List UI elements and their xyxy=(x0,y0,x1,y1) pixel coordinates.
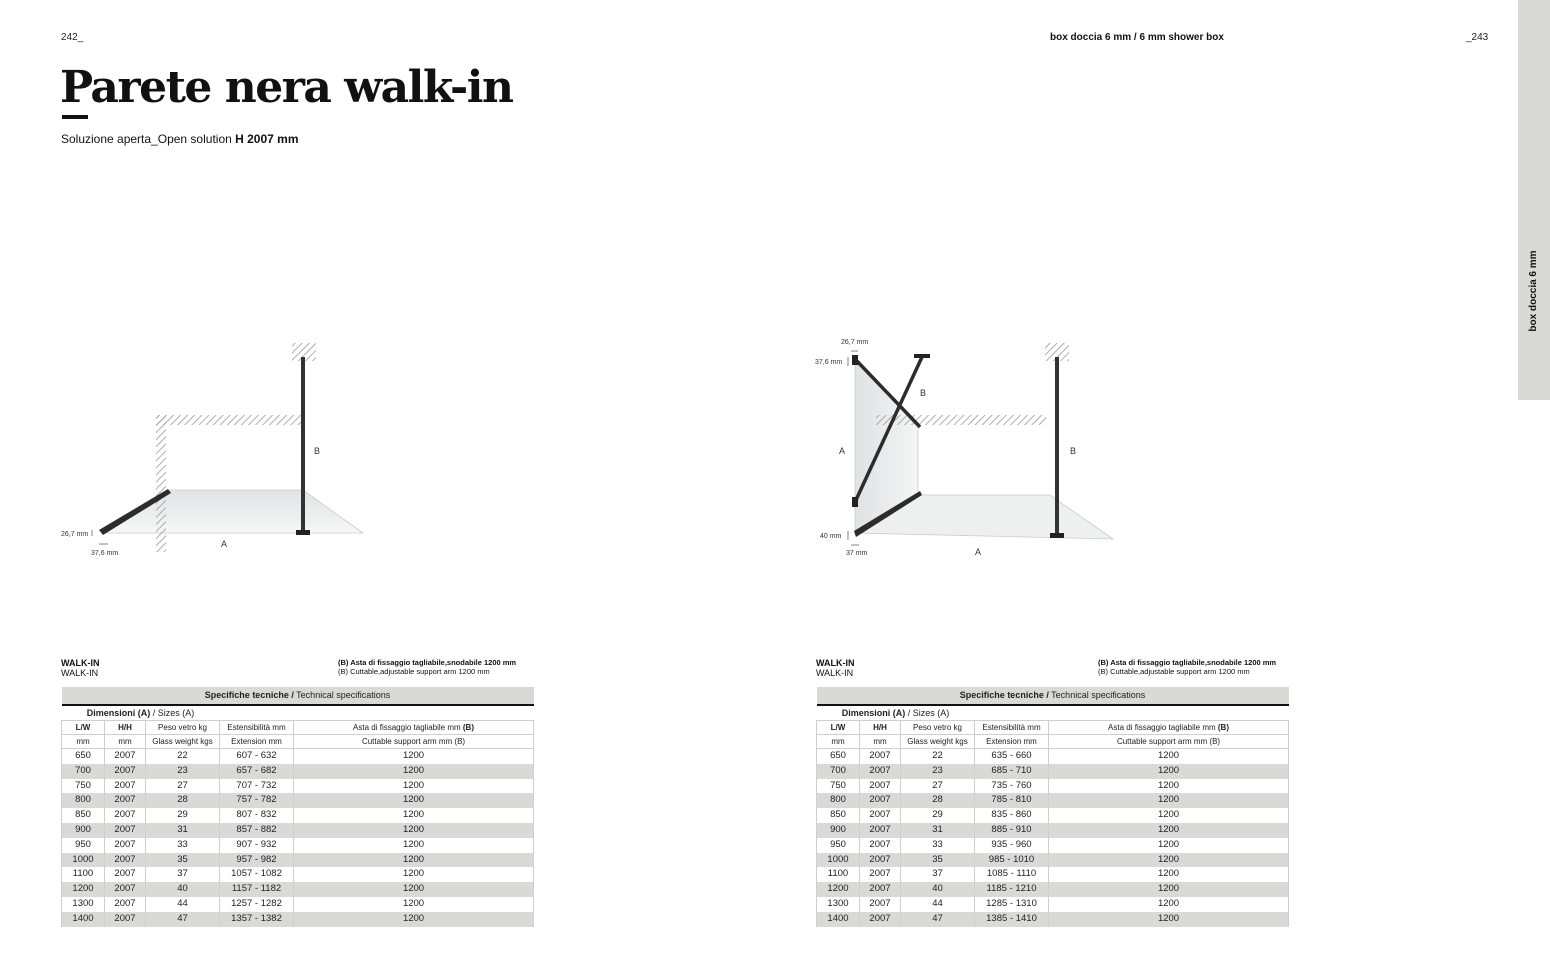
col-arm xyxy=(294,721,534,735)
table-row xyxy=(62,823,534,838)
unit-lw: mm xyxy=(817,735,860,749)
table-cell: 1200 xyxy=(1049,823,1289,838)
table-cell: 850 xyxy=(817,808,860,823)
spec-title-bold: Specifiche tecniche / xyxy=(204,690,294,700)
table-cell: 907 - 932 xyxy=(220,838,294,853)
table-cell: 2007 xyxy=(105,808,146,823)
dim-top-width: 26,7 mm xyxy=(841,339,869,346)
table-cell: 1157 - 1182 xyxy=(220,882,294,897)
table-cell: 35 xyxy=(901,853,975,868)
table-cell: 700 xyxy=(817,764,860,779)
col-arm-text: Asta di fissaggio tagliabile mm xyxy=(353,723,463,732)
table-cell: 28 xyxy=(146,793,220,808)
table-cell: 800 xyxy=(62,793,105,808)
table-cell: 1100 xyxy=(62,867,105,882)
table-cell: 29 xyxy=(901,808,975,823)
dimension-normal: / Sizes (A) xyxy=(905,708,950,718)
table-cell: 1000 xyxy=(817,853,860,868)
table-cell: 22 xyxy=(901,749,975,764)
subtitle-text: Soluzione aperta_Open solution xyxy=(61,132,236,146)
table-cell: 1400 xyxy=(817,912,860,927)
dim-bottom-height: 40 mm xyxy=(820,533,842,540)
table-cell: 1200 xyxy=(294,779,534,794)
table-row xyxy=(817,823,1289,838)
table-cell: 1200 xyxy=(294,867,534,882)
table-cell: 47 xyxy=(901,912,975,927)
table-cell: 2007 xyxy=(860,749,901,764)
table-cell: 37 xyxy=(146,867,220,882)
table-cell: 1200 xyxy=(1049,793,1289,808)
table-cell: 857 - 882 xyxy=(220,823,294,838)
dim-width: 37,6 mm xyxy=(91,550,119,557)
spec-title-row xyxy=(62,687,534,705)
table-cell: 735 - 760 xyxy=(975,779,1049,794)
table-cell: 657 - 682 xyxy=(220,764,294,779)
table-cell: 2007 xyxy=(105,867,146,882)
table-cell: 31 xyxy=(901,823,975,838)
table-cell: 2007 xyxy=(105,749,146,764)
table-cell: 1185 - 1210 xyxy=(975,882,1049,897)
table-subtitle: WALK-IN xyxy=(61,668,99,678)
table-cell: 2007 xyxy=(105,912,146,927)
label-b-post: B xyxy=(1070,446,1077,456)
table-cell: 2007 xyxy=(860,897,901,912)
table-cell: 885 - 910 xyxy=(975,823,1049,838)
table-cell: 1100 xyxy=(817,867,860,882)
table-row xyxy=(62,912,534,927)
col-arm-bold: (B) xyxy=(1217,723,1229,732)
column-header-row xyxy=(62,721,534,735)
table-cell: 1200 xyxy=(294,853,534,868)
table-cell: 23 xyxy=(146,764,220,779)
table-cell: 850 xyxy=(62,808,105,823)
table-row xyxy=(62,853,534,868)
table-cell: 2007 xyxy=(105,838,146,853)
table-row xyxy=(817,779,1289,794)
table-title: WALK-IN xyxy=(816,658,855,668)
table-cell: 2007 xyxy=(860,853,901,868)
table-row xyxy=(817,867,1289,882)
table-left-header xyxy=(61,658,100,678)
unit-weight: Glass weight kgs xyxy=(146,735,220,749)
table-row xyxy=(817,897,1289,912)
table-cell: 33 xyxy=(146,838,220,853)
dim-bottom-width: 37 mm xyxy=(846,550,868,557)
col-arm xyxy=(1049,721,1289,735)
table-cell: 1200 xyxy=(1049,838,1289,853)
table-row xyxy=(62,897,534,912)
table-cell: 2007 xyxy=(105,853,146,868)
table-cell: 1200 xyxy=(1049,779,1289,794)
running-title: box doccia 6 mm / 6 mm shower box xyxy=(1050,32,1224,43)
table-row xyxy=(62,793,534,808)
support-post xyxy=(1055,357,1059,535)
table-cell: 1300 xyxy=(62,897,105,912)
spec-title-bold: Specifiche tecniche / xyxy=(959,690,1049,700)
table-cell: 900 xyxy=(62,823,105,838)
table-cell: 1000 xyxy=(62,853,105,868)
unit-arm: Cuttable support arm mm (B) xyxy=(1049,735,1289,749)
table-cell: 1200 xyxy=(294,838,534,853)
table-cell: 44 xyxy=(901,897,975,912)
table-cell: 35 xyxy=(146,853,220,868)
table-cell: 2007 xyxy=(860,808,901,823)
table-cell: 1200 xyxy=(62,882,105,897)
table-cell: 1200 xyxy=(817,882,860,897)
table-cell: 28 xyxy=(901,793,975,808)
col-hh: H/H xyxy=(105,721,146,735)
col-arm-bold: (B) xyxy=(462,723,474,732)
table-cell: 1200 xyxy=(294,882,534,897)
table-cell: 1200 xyxy=(1049,882,1289,897)
table-cell: 685 - 710 xyxy=(975,764,1049,779)
table-cell: 757 - 782 xyxy=(220,793,294,808)
table-row xyxy=(817,749,1289,764)
table-cell: 47 xyxy=(146,912,220,927)
table-cell: 1200 xyxy=(294,764,534,779)
table-cell: 1300 xyxy=(817,897,860,912)
table-row xyxy=(817,853,1289,868)
table-cell: 957 - 982 xyxy=(220,853,294,868)
table-row xyxy=(817,808,1289,823)
table-cell: 44 xyxy=(146,897,220,912)
spec-title-row xyxy=(817,687,1289,705)
page-number-left: 242_ xyxy=(61,32,84,43)
page-title: Parete nera walk-in xyxy=(60,62,513,113)
table-cell: 1200 xyxy=(1049,897,1289,912)
table-cell: 1200 xyxy=(1049,853,1289,868)
table-row xyxy=(62,838,534,853)
table-cell: 1385 - 1410 xyxy=(975,912,1049,927)
table-cell: 1200 xyxy=(294,823,534,838)
table-row xyxy=(62,882,534,897)
table-cell: 2007 xyxy=(860,764,901,779)
table-cell: 1200 xyxy=(294,897,534,912)
table-cell: 37 xyxy=(901,867,975,882)
table-cell: 1085 - 1110 xyxy=(975,867,1049,882)
table-cell: 1200 xyxy=(294,808,534,823)
unit-header-row xyxy=(817,735,1289,749)
page-subtitle xyxy=(61,132,299,146)
unit-weight: Glass weight kgs xyxy=(901,735,975,749)
wall-top-hatch xyxy=(156,415,302,425)
table-cell: 2007 xyxy=(860,882,901,897)
dimension-bold: Dimensioni (A) xyxy=(841,708,906,718)
dim-top-height: 37,6 mm xyxy=(815,359,843,366)
page-number-right: _243 xyxy=(1466,32,1489,43)
table-cell: 2007 xyxy=(860,779,901,794)
note-italian: (B) Asta di fissaggio tagliabile,snodabile 1200 mm xyxy=(338,658,517,667)
note-english: (B) Cuttable,adjustable support arm 1200 mm xyxy=(338,667,490,676)
diagram-left xyxy=(55,335,375,565)
diagram-right xyxy=(810,335,1150,580)
table-cell: 1200 xyxy=(1049,764,1289,779)
table-cell: 2007 xyxy=(105,779,146,794)
table-cell: 2007 xyxy=(105,882,146,897)
table-row xyxy=(62,749,534,764)
table-row xyxy=(817,912,1289,927)
glass-panel xyxy=(103,490,363,533)
table-cell: 31 xyxy=(146,823,220,838)
col-ext: Estensibilità mm xyxy=(975,721,1049,735)
table-cell: 2007 xyxy=(105,897,146,912)
table-cell: 1200 xyxy=(1049,867,1289,882)
table-cell: 750 xyxy=(62,779,105,794)
note-italian: (B) Asta di fissaggio tagliabile,snodabile 1200 mm xyxy=(1098,658,1277,667)
table-cell: 1200 xyxy=(1049,749,1289,764)
table-row xyxy=(62,779,534,794)
table-row xyxy=(817,764,1289,779)
side-tab-label: box doccia 6 mm xyxy=(1528,250,1539,332)
spec-title-normal: Technical specifications xyxy=(1048,690,1146,700)
table-row xyxy=(817,838,1289,853)
dim-height: 26,7 mm xyxy=(61,531,89,538)
table-row xyxy=(62,808,534,823)
table-cell: 2007 xyxy=(860,838,901,853)
table-cell: 1200 xyxy=(294,793,534,808)
support-post xyxy=(301,357,305,533)
post-foot xyxy=(1050,533,1064,538)
unit-lw: mm xyxy=(62,735,105,749)
col-hh: H/H xyxy=(860,721,901,735)
col-arm-text: Asta di fissaggio tagliabile mm xyxy=(1108,723,1218,732)
table-cell: 1200 xyxy=(1049,912,1289,927)
spec-table-right xyxy=(816,687,1289,927)
table-cell: 2007 xyxy=(105,793,146,808)
col-weight: Peso vetro kg xyxy=(901,721,975,735)
table-cell: 2007 xyxy=(860,912,901,927)
table-cell: 40 xyxy=(146,882,220,897)
table-row xyxy=(62,764,534,779)
table-cell: 1400 xyxy=(62,912,105,927)
wall-top-hatch xyxy=(876,415,1046,425)
table-cell: 900 xyxy=(817,823,860,838)
table-right-header xyxy=(816,658,855,678)
label-a: A xyxy=(221,539,228,549)
dimension-bold: Dimensioni (A) xyxy=(86,708,151,718)
table-cell: 650 xyxy=(817,749,860,764)
table-cell: 2007 xyxy=(105,823,146,838)
table-cell: 1200 xyxy=(1049,808,1289,823)
spec-title-normal: Technical specifications xyxy=(293,690,391,700)
unit-header-row xyxy=(62,735,534,749)
table-row xyxy=(62,867,534,882)
table-cell: 635 - 660 xyxy=(975,749,1049,764)
label-a-side: A xyxy=(839,446,846,456)
unit-hh: mm xyxy=(860,735,901,749)
table-cell: 27 xyxy=(901,779,975,794)
table-cell: 707 - 732 xyxy=(220,779,294,794)
label-b-diag: B xyxy=(920,388,927,398)
table-cell: 750 xyxy=(817,779,860,794)
table-right-note xyxy=(1098,658,1276,676)
table-cell: 835 - 860 xyxy=(975,808,1049,823)
table-cell: 2007 xyxy=(105,764,146,779)
table-cell: 29 xyxy=(146,808,220,823)
table-left-note xyxy=(338,658,516,676)
table-cell: 2007 xyxy=(860,867,901,882)
note-english: (B) Cuttable,adjustable support arm 1200 mm xyxy=(1098,667,1250,676)
table-cell: 1285 - 1310 xyxy=(975,897,1049,912)
table-cell: 22 xyxy=(146,749,220,764)
table-cell: 985 - 1010 xyxy=(975,853,1049,868)
table-cell: 40 xyxy=(901,882,975,897)
unit-hh: mm xyxy=(105,735,146,749)
title-underline xyxy=(62,115,88,119)
dimension-normal: / Sizes (A) xyxy=(150,708,195,718)
dimension-title-row xyxy=(817,705,1289,721)
unit-arm: Cuttable support arm mm (B) xyxy=(294,735,534,749)
spec-table-left xyxy=(61,687,534,927)
column-header-row xyxy=(817,721,1289,735)
table-cell: 2007 xyxy=(860,793,901,808)
table-cell: 807 - 832 xyxy=(220,808,294,823)
table-cell: 785 - 810 xyxy=(975,793,1049,808)
table-cell: 1257 - 1282 xyxy=(220,897,294,912)
table-cell: 27 xyxy=(146,779,220,794)
table-row xyxy=(817,793,1289,808)
table-cell: 2007 xyxy=(860,823,901,838)
table-title: WALK-IN xyxy=(61,658,100,668)
table-cell: 700 xyxy=(62,764,105,779)
table-cell: 607 - 632 xyxy=(220,749,294,764)
label-b: B xyxy=(314,446,321,456)
table-cell: 1200 xyxy=(294,749,534,764)
table-subtitle: WALK-IN xyxy=(816,668,854,678)
table-cell: 935 - 960 xyxy=(975,838,1049,853)
unit-ext: Extension mm xyxy=(220,735,294,749)
table-row xyxy=(817,882,1289,897)
table-cell: 1357 - 1382 xyxy=(220,912,294,927)
unit-ext: Extension mm xyxy=(975,735,1049,749)
label-a-bottom: A xyxy=(975,547,982,557)
col-lw: L/W xyxy=(62,721,105,735)
col-ext: Estensibilità mm xyxy=(220,721,294,735)
table-cell: 33 xyxy=(901,838,975,853)
col-lw: L/W xyxy=(817,721,860,735)
post-foot xyxy=(296,530,310,535)
table-cell: 950 xyxy=(817,838,860,853)
table-cell: 23 xyxy=(901,764,975,779)
wall-side-hatch xyxy=(156,415,166,552)
subtitle-height: H 2007 mm xyxy=(235,132,299,146)
table-cell: 650 xyxy=(62,749,105,764)
table-cell: 950 xyxy=(62,838,105,853)
table-cell: 1200 xyxy=(294,912,534,927)
table-cell: 1057 - 1082 xyxy=(220,867,294,882)
col-weight: Peso vetro kg xyxy=(146,721,220,735)
dimension-title-row xyxy=(62,705,534,721)
table-cell: 800 xyxy=(817,793,860,808)
